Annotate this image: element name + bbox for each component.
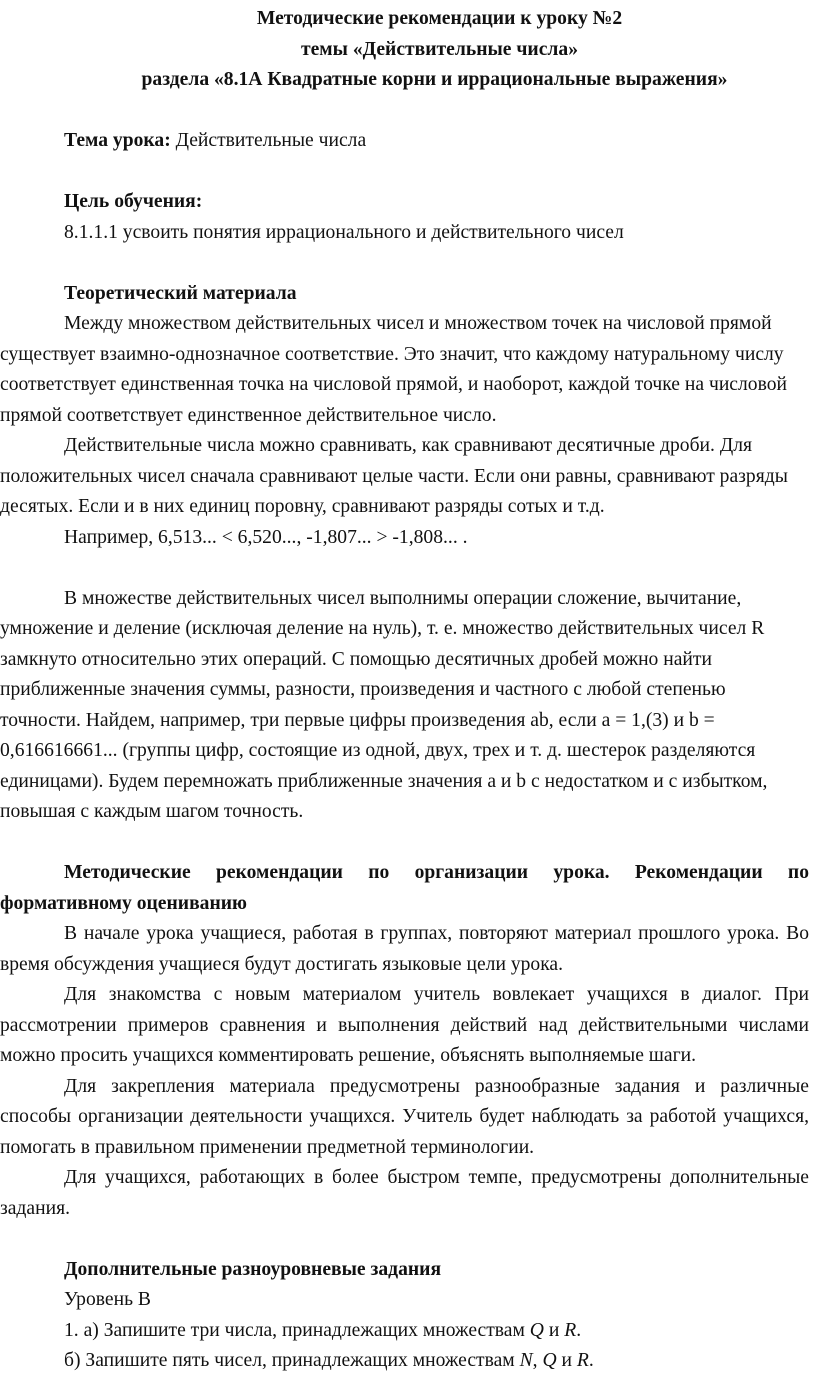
theory-paragraph-3: Например, 6,513... < 6,520..., -1,807... > -1,808... .: [64, 526, 468, 548]
task-1a-set-r: R: [564, 1319, 577, 1341]
methods-paragraph-4: Для учащихся, работающих в более быстром темпе, предусмотрены дополнительные задания.: [0, 1167, 809, 1219]
methods-heading: Методические рекомендации по организации урока. Рекомендации по формативному оцениванию: [0, 862, 809, 914]
task-1a-and: и: [543, 1319, 565, 1341]
task-1b: [0, 1346, 809, 1377]
task-1b-end: .: [588, 1350, 594, 1371]
theory-paragraph-2: Действительные числа можно сравнивать, как сравнивают десятичные дроби. Для положительных чисел сначала сравнивают целые части. Если они равны, сравнивают разряды десятых. Если и в них единиц поровну, сравнивают разряды сотых и т.д.: [0, 435, 788, 517]
title-line-1: Методические рекомендации к уроку №2: [256, 8, 623, 29]
title-line-3: раздела «8.1А Квадратные корни и иррациональные выражения»: [141, 69, 728, 90]
theory-paragraph-1: Между множеством действительных чисел и множеством точек на числовой прямой существует взаимно-однозначное соответствие. Это значит, что каждому натуральному числу соответствует единственная точка на числовой прямой, и наоборот, каждой точке на числовой прямой соответствует единственное действительное число.: [0, 313, 787, 426]
goal-label: Цель обучения:: [64, 191, 203, 212]
task-1b-set-n: N: [519, 1350, 533, 1371]
task-1a-end: .: [576, 1319, 582, 1341]
task-1a: [0, 1316, 809, 1347]
topic-value: Действительные числа: [170, 130, 367, 151]
title-line-2: темы «Действительные числа»: [300, 38, 579, 60]
task-1a-text: 1. а) Запишите три числа, принадлежащих множествам: [64, 1319, 530, 1341]
theory-heading: Теоретический материала: [64, 282, 297, 304]
topic-label: Тема урока:: [64, 130, 171, 151]
theory-paragraph-4: В множестве действительных чисел выполнимы операции сложение, вычитание, умножение и деление (исключая деление на нуль), т. е. множество действительных чисел R замкнуто относительно этих операций. С помощью десятичных дробей можно найти приближенные значения суммы, разности, произведения и частного с любой степенью точности. Найдем, например, три первые цифры произведения ab, если a = 1,(3) и b = 0,616616661... (группы цифр, состоящие из одной, двух, трех и т. д. шестерок разделяются единицами). Будем перемножать приближенные значения a и b с недостатком и с избытком, повышая с каждым шагом точность.: [0, 587, 768, 822]
methods-paragraph-2: Для знакомства с новым материалом учитель вовлекает учащихся в диалог. При рассмотрении примеров сравнения и выполнения действий над действительными числами можно просить учащихся комментировать решение, объяснять выполняемые шаги.: [0, 984, 809, 1066]
goal-value: 8.1.1.1 усвоить понятия иррационального и действительного чисел: [64, 221, 624, 243]
task-1b-and: и: [556, 1350, 577, 1371]
methods-paragraph-1: В начале урока учащиеся, работая в группах, повторяют материал прошлого урока. Во время обсуждения учащиеся будут достигать языковые цели урока.: [0, 923, 809, 975]
task-1a-set-q: Q: [529, 1319, 544, 1341]
task-1b-comma: ,: [532, 1350, 543, 1371]
extra-heading: Дополнительные разноуровневые задания: [64, 1258, 442, 1280]
topic-line: [0, 126, 809, 157]
task-1b-text: б) Запишите пять чисел, принадлежащих множествам: [64, 1350, 520, 1371]
level-label: Уровень В: [64, 1289, 151, 1310]
methods-paragraph-3: Для закрепления материала предусмотрены разнообразные задания и различные способы организации деятельности учащихся. Учитель будет наблюдать за работой учащихся, помогать в правильном применении предметной терминологии.: [0, 1075, 809, 1158]
task-1b-set-r: R: [576, 1350, 589, 1371]
task-1b-set-q: Q: [542, 1350, 557, 1371]
